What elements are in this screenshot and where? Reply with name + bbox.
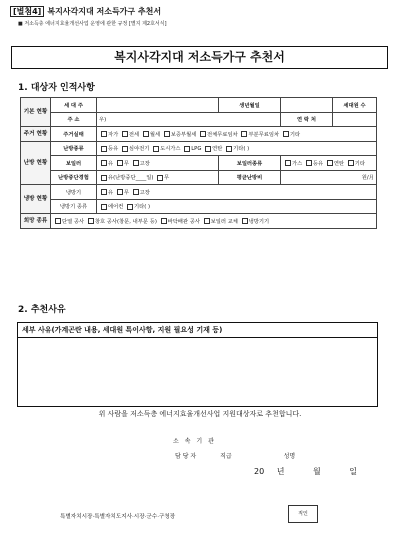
hope-option[interactable]: 창호 공사(창문, 내부문 등) (86, 219, 157, 225)
boiler-fuel-options (281, 156, 377, 171)
boiler-fuel-option[interactable]: 가스 (283, 161, 302, 167)
cooling-kind-option[interactable]: 기타( ) (125, 204, 150, 210)
cooling-unit-label: 냉방기 (51, 185, 97, 200)
page-title: 복지사각지대 저소득가구 추천서 (11, 46, 388, 69)
cooling-label: 냉방 현황 (21, 185, 51, 214)
table-row (21, 141, 377, 156)
recommend-statement: 위 사람을 저소득층 에너지효율개선사업 지원대상자로 추천합니다. (98, 410, 302, 418)
officer-position-label: 직급 (220, 453, 232, 460)
housing-options (97, 127, 377, 142)
cooling-unit-option[interactable]: 고장 (131, 190, 150, 196)
agency-label: 소 속 기 관 (173, 438, 216, 445)
checkbox-icon (101, 189, 107, 195)
heating-type-option[interactable]: 등유 (99, 146, 118, 152)
housing-option[interactable]: 기타 (281, 132, 300, 138)
housing-option[interactable]: 전체무료임차 (198, 132, 238, 138)
boiler-fuel-option[interactable]: 등유 (304, 161, 323, 167)
date-year-prefix: 20 (254, 467, 265, 476)
official-seal-box: 직인 (288, 505, 318, 523)
basic-label: 기본 현황 (21, 98, 51, 127)
heating-cost-label: 평균난방비 (219, 170, 281, 185)
checkbox-icon (285, 160, 291, 166)
cooling-kind-option[interactable]: 에어컨 (99, 204, 123, 210)
hope-options (51, 214, 377, 229)
heating-stop-option[interactable]: 무 (155, 175, 169, 181)
housing-status-label: 주거실태 (51, 127, 97, 142)
heating-type-label: 난방종류 (51, 141, 97, 156)
householder-field[interactable] (97, 98, 219, 113)
hope-option[interactable]: 냉방기기 (240, 219, 269, 225)
heating-cost-unit: 원/月 (361, 175, 374, 182)
checkbox-icon (283, 131, 289, 137)
officer-name-label: 성명 (283, 453, 296, 460)
hope-option[interactable]: 바닥배관 공사 (159, 219, 200, 225)
date-year: 년 (276, 467, 285, 476)
checkbox-icon (55, 218, 61, 224)
checkbox-icon (200, 131, 206, 137)
attachment-tag: [별첨4] (10, 6, 44, 17)
householder-label: 세 대 주 (51, 98, 97, 113)
header-title: 복지사각지대 저소득가구 추천서 (47, 7, 162, 16)
checkbox-icon (204, 218, 210, 224)
checkbox-icon (205, 146, 211, 152)
cooling-kind-label: 냉방기 종류 (51, 199, 97, 214)
officer-label: 담 당 자 (175, 453, 197, 460)
checkbox-icon (127, 204, 133, 210)
form-header (10, 6, 161, 17)
hope-label: 희망 종류 (21, 214, 51, 229)
checkbox-icon (133, 189, 139, 195)
birth-field[interactable] (281, 98, 333, 113)
housing-option[interactable]: 부분무료임차 (239, 132, 279, 138)
checkbox-icon (226, 146, 232, 152)
heating-type-option[interactable]: 연탄 (203, 146, 222, 152)
checkbox-icon (117, 189, 123, 195)
reason-field[interactable] (18, 338, 377, 406)
heating-type-option[interactable]: LPG (182, 146, 201, 152)
boiler-option[interactable]: 무 (115, 161, 129, 167)
checkbox-icon (133, 160, 139, 166)
boiler-fuel-option[interactable]: 연탄 (325, 161, 344, 167)
checkbox-icon (153, 146, 159, 152)
checkbox-icon (101, 146, 107, 152)
hope-option[interactable]: 보일러 교체 (202, 219, 238, 225)
heating-type-option[interactable]: 도시가스 (151, 146, 180, 152)
checkbox-icon (101, 204, 107, 210)
table-row (21, 170, 377, 185)
housing-label: 주거 현황 (21, 127, 51, 142)
heating-label: 난방 현황 (21, 141, 51, 185)
housing-option[interactable]: 자가 (99, 132, 118, 138)
checkbox-icon (143, 131, 149, 137)
checkbox-icon (101, 175, 107, 181)
table-row (21, 127, 377, 142)
cooling-unit-option[interactable]: 유 (99, 190, 113, 196)
table-row (21, 214, 377, 229)
checkbox-icon (122, 146, 128, 152)
checkbox-icon (241, 131, 247, 137)
date-line (254, 466, 357, 477)
hope-option[interactable]: 단열 공사 (53, 219, 84, 225)
heating-cost-field[interactable] (281, 170, 377, 185)
officer-line (175, 451, 295, 460)
checkbox-icon (242, 218, 248, 224)
cooling-kind-options (97, 199, 377, 214)
checkbox-icon (327, 160, 333, 166)
checkbox-icon (101, 131, 107, 137)
members-label: 세대원 수 (333, 98, 377, 113)
heating-stop-label: 난방중단경험 (51, 170, 97, 185)
table-row (21, 156, 377, 171)
heating-stop-options (97, 170, 219, 185)
checkbox-icon (157, 175, 163, 181)
checkbox-icon (348, 160, 354, 166)
reason-header: 세부 사유(가계곤란 내용, 세대원 특이사항, 지원 필요성 기재 등) (18, 323, 377, 338)
phone-field[interactable] (333, 112, 377, 127)
boiler-option[interactable]: 고장 (131, 161, 150, 167)
checkbox-icon (161, 218, 167, 224)
date-day: 일 (349, 467, 358, 476)
boiler-fuel-option[interactable]: 기타 (346, 161, 365, 167)
phone-label: 연 락 처 (281, 112, 333, 127)
address-field[interactable] (97, 112, 281, 127)
section-reason-title: 2. 추천사유 (18, 305, 66, 315)
table-row (21, 98, 377, 113)
section-personal-info-title: 1. 대상자 인적사항 (18, 83, 95, 93)
birth-label: 생년월일 (219, 98, 281, 113)
housing-option[interactable]: 전세 (120, 132, 139, 138)
boiler-label: 보일러 (51, 156, 97, 171)
heating-type-option[interactable]: 기타( ) (224, 146, 249, 152)
table-row (21, 112, 377, 127)
cooling-unit-options (97, 185, 377, 200)
checkbox-icon (122, 131, 128, 137)
checkbox-icon (88, 218, 94, 224)
housing-option[interactable]: 월세 (141, 132, 160, 138)
heating-stop-option[interactable]: 유(난방중단____일) (99, 175, 153, 181)
checkbox-icon (101, 160, 107, 166)
cooling-unit-option[interactable]: 무 (115, 190, 129, 196)
date-month: 월 (313, 467, 321, 476)
table-row (21, 199, 377, 214)
checkbox-icon (306, 160, 312, 166)
checkbox-icon (117, 160, 123, 166)
housing-option[interactable]: 보증부월세 (162, 132, 197, 138)
table-row (21, 185, 377, 200)
boiler-fuel-label: 보일러종류 (219, 156, 281, 171)
issuer-title: 특별자치시장·특별자치도지사·시장·군수·구청장 (60, 514, 176, 520)
boiler-option[interactable]: 유 (99, 161, 113, 167)
boiler-options (97, 156, 219, 171)
reason-box (17, 322, 378, 407)
heating-type-option[interactable]: 심야전기 (120, 146, 149, 152)
postal-prefix: 우) (99, 117, 107, 124)
checkbox-icon (164, 131, 170, 137)
checkbox-icon (184, 146, 190, 152)
heating-type-options (97, 141, 377, 156)
address-label: 주 소 (51, 112, 97, 127)
header-subtitle: ■ 저소득층 에너지효율개선사업 운영에 관한 규정 [별지 제2호서식] (18, 21, 167, 27)
personal-info-table (20, 97, 377, 229)
